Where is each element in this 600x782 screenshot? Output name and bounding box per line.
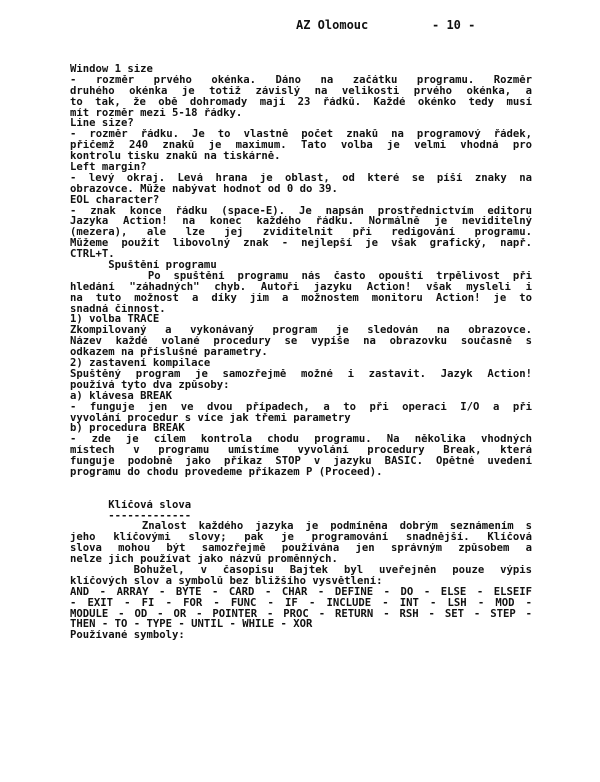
text-line: - rozměr řádku. Je to vlastně počet znaků na programový řádek, (70, 129, 532, 141)
text-line: THEN - TO - TYPE - UNTIL - WHILE - XOR (70, 619, 313, 631)
text-line: (mezera), ale lze jej zviditelnit při redigování programu. (70, 227, 532, 239)
text-line: AND - ARRAY - BYTE - CARD - CHAR - DEFINE - DO - ELSE - ELSEIF (70, 586, 532, 598)
text-line: 2) zastavení kompilace (70, 358, 211, 369)
text-line: odkazem na příslušné parametry. (70, 347, 268, 359)
text-line: Po spuštění programu nás často opouští trpělivost při (70, 270, 532, 282)
text-line: vyvolání procedur s více jak třemi parametry (70, 412, 351, 424)
text-line: Zkompilovaný a vykonávaný program je sledován na obrazovce. (70, 325, 532, 337)
text-line: Název každé volané procedury se vypíše na obrazovku současně s (70, 336, 532, 348)
text-line: Bohužel, v časopisu Bajtek byl uveřejněn pouze výpis (70, 564, 532, 576)
text-line: b) procedura BREAK (70, 423, 185, 435)
text-line: Jazyka Action! na konec každého řádku. Normálně je neviditelný (70, 216, 532, 228)
page-header (0, 14, 600, 34)
text-line (70, 489, 532, 500)
text-line: - zde je cílem kontrola chodu programu. Na několika vhodných (70, 434, 532, 446)
text-line: Line size? (70, 118, 134, 130)
text-line: 1) volba TRACE (70, 314, 160, 326)
text-line: ------------- (70, 510, 192, 522)
text-line: CTRL+T. (70, 249, 115, 261)
text-line: Klíčová slova (70, 499, 192, 511)
text-line: MODULE - OD - OR - POINTER - PROC - RETURN - RSH - SET - STEP - (70, 608, 532, 620)
text-line: a) klávesa BREAK (70, 390, 173, 402)
text-line: kontrolu tisku znaků na tiskárně. (70, 151, 281, 163)
text-line: Můžeme použít libovolný znak - nejlepší je však grafický, např. (70, 238, 532, 250)
text-line: - levý okraj. Levá hrana je oblast, od které se píší znaky na (70, 172, 532, 184)
text-line: používá tyto dva způsoby: (70, 379, 230, 391)
text-line: přičemž 240 znaků je maximum. Tato volba je velmi vhodná pro (70, 140, 532, 152)
text-line: - funguje jen ve dvou případech, a to při operaci I/O a při (70, 401, 532, 413)
text-line: snadná činnost. (70, 303, 166, 315)
text-line: - rozměr prvého okénka. Dáno na začátku programu. Rozměr (70, 74, 532, 86)
text-line: programu do chodu provedeme příkazem P (Proceed). (70, 466, 383, 478)
page-number: - 10 - (432, 18, 476, 32)
text-line (70, 478, 532, 489)
text-line: funguje podobně jako příkaz STOP v jazyku BASIC. Opětné uvedení (70, 456, 532, 467)
text-line: Window 1 size (70, 64, 153, 75)
text-line: Používané symboly: (70, 630, 185, 642)
text-line: - znak konce řádku (space-E). Je napsán prostřednictvím editoru (70, 205, 532, 217)
text-line: mít rozměr mezi 5-18 řádky. (70, 107, 243, 119)
document-body (70, 64, 532, 641)
text-line: EOL character? (70, 194, 160, 206)
text-line: hledání "záhadných" chyb. Autoři jazyku Action! však mysleli i (70, 281, 532, 293)
text-line: klíčových slov a symbolů bez bližšího vysvětlení: (70, 575, 383, 587)
text-line: Znalost každého jazyka je podmíněna dobrým seznámením s (70, 521, 532, 533)
text-line: nelze jich používat jako názvů proměnných. (70, 554, 338, 565)
text-line: místech v programu umístíme vyvolání procedury Break, která (70, 445, 532, 457)
header-title: AZ Olomouc (296, 18, 369, 32)
text-line: Spuštěný program je samozřejmě možné i zastavit. Jazyk Action! (70, 368, 532, 380)
text-line: obrazovce. Může nabývat hodnot od 0 do 39. (70, 183, 338, 195)
text-line: to tak, že obě dohromady mají 23 řádků. Každé okénko tedy musí (70, 96, 532, 108)
text-line: Left margin? (70, 162, 147, 173)
text-line: na tuto možnost a díky jim a možnostem monitoru Action! je to (70, 292, 532, 304)
text-line: Spuštění programu (70, 260, 217, 271)
text-line: slova mohou být samozřejmě používána jen správným způsobem a (70, 543, 532, 555)
text-line: druhého okénka je totiž závislý na velikosti prvého okénka, a (70, 85, 532, 97)
text-line: jeho klíčovými slovy; pak je programování snadnější. Klíčová (70, 532, 532, 544)
text-line: - EXIT - FI - FOR - FUNC - IF - INCLUDE - INT - LSH - MOD - (70, 597, 532, 609)
